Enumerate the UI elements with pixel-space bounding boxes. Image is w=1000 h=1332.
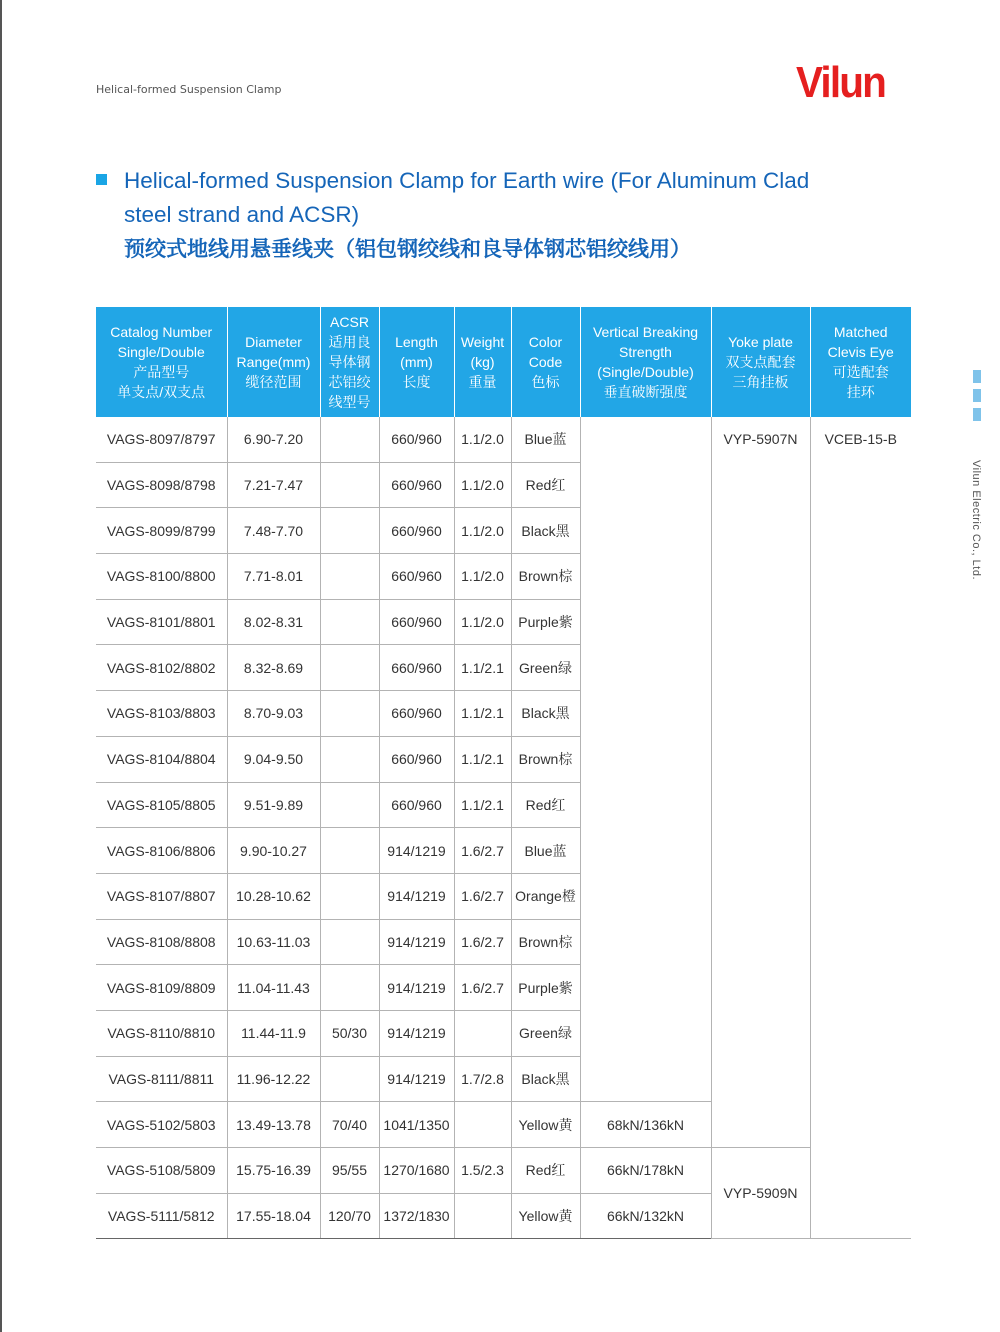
table-cell: VAGS-8103/8803 <box>96 691 227 737</box>
side-decoration <box>973 370 981 427</box>
column-header-line: 垂直破断强度 <box>603 384 688 400</box>
breaking-strength-cell: 66kN/178kN <box>580 1148 711 1194</box>
table-cell: VAGS-5102/5803 <box>96 1102 227 1148</box>
table-cell: 660/960 <box>379 599 454 645</box>
table-row <box>96 417 911 462</box>
table-cell: Yellow黄 <box>511 1102 580 1148</box>
table-cell: Yellow黄 <box>511 1193 580 1239</box>
column-header-line: 长度 <box>402 374 431 390</box>
table-cell <box>320 554 379 600</box>
table-cell: 8.32-8.69 <box>227 645 320 691</box>
clevis-eye-cell: VCEB-15-B <box>810 417 911 1239</box>
title-english-line-2: steel strand and ACSR) <box>124 202 360 227</box>
table-cell <box>320 736 379 782</box>
table-cell <box>320 828 379 874</box>
table-cell: 6.90-7.20 <box>227 417 320 462</box>
table-cell <box>320 873 379 919</box>
table-cell <box>320 919 379 965</box>
yoke-plate-cell: VYP-5907N <box>711 417 810 1148</box>
table-cell: 660/960 <box>379 691 454 737</box>
vilun-logo: Vilun <box>796 58 886 107</box>
table-cell: VAGS-8097/8797 <box>96 417 227 462</box>
column-header-line: 三角挂板 <box>732 374 789 390</box>
column-header-line: Weight <box>460 334 505 350</box>
table-cell: Purple紫 <box>511 599 580 645</box>
column-header-line: Catalog Number <box>110 324 213 340</box>
table-cell: Blue蓝 <box>511 417 580 462</box>
table-cell: 1.1/2.1 <box>454 691 511 737</box>
column-header-line: 色标 <box>531 374 560 390</box>
company-name-vertical: Vilun Electric Co., Ltd. <box>970 460 982 581</box>
table-body <box>96 417 911 1239</box>
table-cell <box>320 691 379 737</box>
title-chinese: 预绞式地线用悬垂线夹（铝包钢绞线和良导体钢芯铝绞线用） <box>124 237 691 261</box>
table-cell <box>320 1056 379 1102</box>
table-cell: VAGS-5108/5809 <box>96 1148 227 1194</box>
table-cell <box>320 599 379 645</box>
table-cell: Brown棕 <box>511 919 580 965</box>
table-cell <box>320 645 379 691</box>
table-cell: Purple紫 <box>511 965 580 1011</box>
table-cell: VAGS-8101/8801 <box>96 599 227 645</box>
table-cell: 15.75-16.39 <box>227 1148 320 1194</box>
table-cell: 914/1219 <box>379 1010 454 1056</box>
table-cell: VAGS-8104/8804 <box>96 736 227 782</box>
table-cell: Brown棕 <box>511 554 580 600</box>
table-cell: 1.7/2.8 <box>454 1056 511 1102</box>
table-cell: VAGS-5111/5812 <box>96 1193 227 1239</box>
table-cell: VAGS-8110/8810 <box>96 1010 227 1056</box>
table-cell: 9.90-10.27 <box>227 828 320 874</box>
table-cell: 120/70 <box>320 1193 379 1239</box>
breaking-strength-cell <box>580 417 711 1102</box>
column-header-line: Matched <box>833 324 888 340</box>
column-header-line: 重量 <box>468 374 497 390</box>
table-cell: 660/960 <box>379 554 454 600</box>
table-cell: 1041/1350 <box>379 1102 454 1148</box>
left-edge-rule <box>0 0 2 1332</box>
table-cell: 1270/1680 <box>379 1148 454 1194</box>
column-header-line: Single/Double <box>117 344 205 360</box>
table-cell: VAGS-8107/8807 <box>96 873 227 919</box>
column-header-line: Strength <box>619 344 672 360</box>
table-cell: 660/960 <box>379 508 454 554</box>
table-cell: 914/1219 <box>379 828 454 874</box>
table-cell: Black黑 <box>511 508 580 554</box>
spec-table <box>96 307 911 1239</box>
side-mark-3 <box>973 408 981 421</box>
column-header-line: 芯铝绞 <box>328 374 371 390</box>
table-cell: 1.1/2.0 <box>454 599 511 645</box>
column-header-line: 可选配套 <box>832 364 889 380</box>
table-cell: VAGS-8105/8805 <box>96 782 227 828</box>
column-header <box>580 307 711 417</box>
column-header <box>379 307 454 417</box>
table-cell: VAGS-8109/8809 <box>96 965 227 1011</box>
table-cell: 11.44-11.9 <box>227 1010 320 1056</box>
column-header-line: 适用良 <box>328 334 371 350</box>
table-cell: 660/960 <box>379 417 454 462</box>
table-cell: 70/40 <box>320 1102 379 1148</box>
side-mark-1 <box>973 370 981 383</box>
column-header <box>511 307 580 417</box>
column-header <box>454 307 511 417</box>
table-cell: 1.1/2.1 <box>454 782 511 828</box>
column-header-line: 单支点/双支点 <box>117 384 206 400</box>
table-cell: Black黑 <box>511 1056 580 1102</box>
column-header-line: Clevis Eye <box>827 344 894 360</box>
table-cell: 1.1/2.1 <box>454 736 511 782</box>
column-header-line: Color <box>528 334 563 350</box>
table-cell: 7.48-7.70 <box>227 508 320 554</box>
table-cell: 1.1/2.0 <box>454 462 511 508</box>
table-cell: 50/30 <box>320 1010 379 1056</box>
table-cell: 1.5/2.3 <box>454 1148 511 1194</box>
table-cell: 7.71-8.01 <box>227 554 320 600</box>
column-header-line: 导体钢 <box>328 354 371 370</box>
table-cell: 1372/1830 <box>379 1193 454 1239</box>
table-cell: 10.28-10.62 <box>227 873 320 919</box>
table-cell <box>320 508 379 554</box>
table-cell: 1.1/2.0 <box>454 417 511 462</box>
table-cell: VAGS-8099/8799 <box>96 508 227 554</box>
table-cell: VAGS-8102/8802 <box>96 645 227 691</box>
table-cell: Orange橙 <box>511 873 580 919</box>
column-header-line: 挂环 <box>846 384 875 400</box>
table-cell: 10.63-11.03 <box>227 919 320 965</box>
table-cell: 914/1219 <box>379 965 454 1011</box>
square-bullet-icon <box>96 174 107 185</box>
column-header-line: Yoke plate <box>728 334 793 350</box>
table-cell: 1.1/2.0 <box>454 554 511 600</box>
table-cell: 9.04-9.50 <box>227 736 320 782</box>
table-cell: VAGS-8106/8806 <box>96 828 227 874</box>
table-cell: 1.1/2.1 <box>454 645 511 691</box>
table-cell: 17.55-18.04 <box>227 1193 320 1239</box>
table-cell: 1.6/2.7 <box>454 919 511 965</box>
header-label: Helical-formed Suspension Clamp <box>96 83 282 96</box>
table-cell: Black黑 <box>511 691 580 737</box>
table-cell: 914/1219 <box>379 919 454 965</box>
table-cell: Red红 <box>511 462 580 508</box>
column-header <box>810 307 911 417</box>
table-cell: 914/1219 <box>379 1056 454 1102</box>
column-header <box>96 307 227 417</box>
column-header-line: Code <box>528 354 563 370</box>
column-header-line: 线型号 <box>328 394 371 410</box>
column-header-line: 缆径范围 <box>245 374 302 390</box>
breaking-strength-cell: 68kN/136kN <box>580 1102 711 1148</box>
table-cell: 660/960 <box>379 782 454 828</box>
column-header-line: (Single/Double) <box>597 364 694 380</box>
table-cell <box>454 1010 511 1056</box>
table-cell: 13.49-13.78 <box>227 1102 320 1148</box>
column-header-line: Diameter <box>245 334 302 350</box>
table-cell: 914/1219 <box>379 873 454 919</box>
table-cell: Red红 <box>511 782 580 828</box>
table-cell: 9.51-9.89 <box>227 782 320 828</box>
table-cell <box>454 1102 511 1148</box>
table-cell <box>320 462 379 508</box>
table-cell: VAGS-8111/8811 <box>96 1056 227 1102</box>
column-header-line: ACSR <box>330 314 369 330</box>
column-header-line: 产品型号 <box>133 364 190 380</box>
table-cell: Blue蓝 <box>511 828 580 874</box>
table-cell: 11.04-11.43 <box>227 965 320 1011</box>
table-cell <box>320 965 379 1011</box>
column-header <box>711 307 810 417</box>
table-cell: Green绿 <box>511 1010 580 1056</box>
table-cell: VAGS-8098/8798 <box>96 462 227 508</box>
column-header-line: Range(mm) <box>236 354 311 370</box>
table-cell: 8.70-9.03 <box>227 691 320 737</box>
table-cell: 1.6/2.7 <box>454 873 511 919</box>
column-header-line: (mm) <box>400 354 433 370</box>
column-header-line: (kg) <box>470 354 495 370</box>
yoke-plate-cell: VYP-5909N <box>711 1148 810 1239</box>
column-header-line: Length <box>395 334 438 350</box>
table-header-row <box>96 307 911 417</box>
column-header <box>320 307 379 417</box>
table-cell: 95/55 <box>320 1148 379 1194</box>
table-cell: 11.96-12.22 <box>227 1056 320 1102</box>
table-cell: VAGS-8100/8800 <box>96 554 227 600</box>
table-cell: Green绿 <box>511 645 580 691</box>
column-header-line: Vertical Breaking <box>592 324 699 340</box>
table-cell: 1.1/2.0 <box>454 508 511 554</box>
table-cell <box>320 417 379 462</box>
table-cell: 660/960 <box>379 736 454 782</box>
table-cell: 8.02-8.31 <box>227 599 320 645</box>
breaking-strength-cell: 66kN/132kN <box>580 1193 711 1239</box>
column-header-line: 双支点配套 <box>725 354 796 370</box>
table-cell: 1.6/2.7 <box>454 965 511 1011</box>
table-cell: Brown棕 <box>511 736 580 782</box>
title-english-line-1: Helical-formed Suspension Clamp for Earth wire (For Aluminum Clad <box>124 168 810 193</box>
table-cell: 660/960 <box>379 645 454 691</box>
page-title <box>96 164 886 266</box>
table-cell <box>320 782 379 828</box>
table-cell: Red红 <box>511 1148 580 1194</box>
column-header <box>227 307 320 417</box>
table-cell <box>454 1193 511 1239</box>
table-cell: 1.6/2.7 <box>454 828 511 874</box>
table-cell: 660/960 <box>379 462 454 508</box>
table-row <box>96 1148 911 1194</box>
table-cell: 7.21-7.47 <box>227 462 320 508</box>
side-mark-2 <box>973 389 981 402</box>
table-cell: VAGS-8108/8808 <box>96 919 227 965</box>
